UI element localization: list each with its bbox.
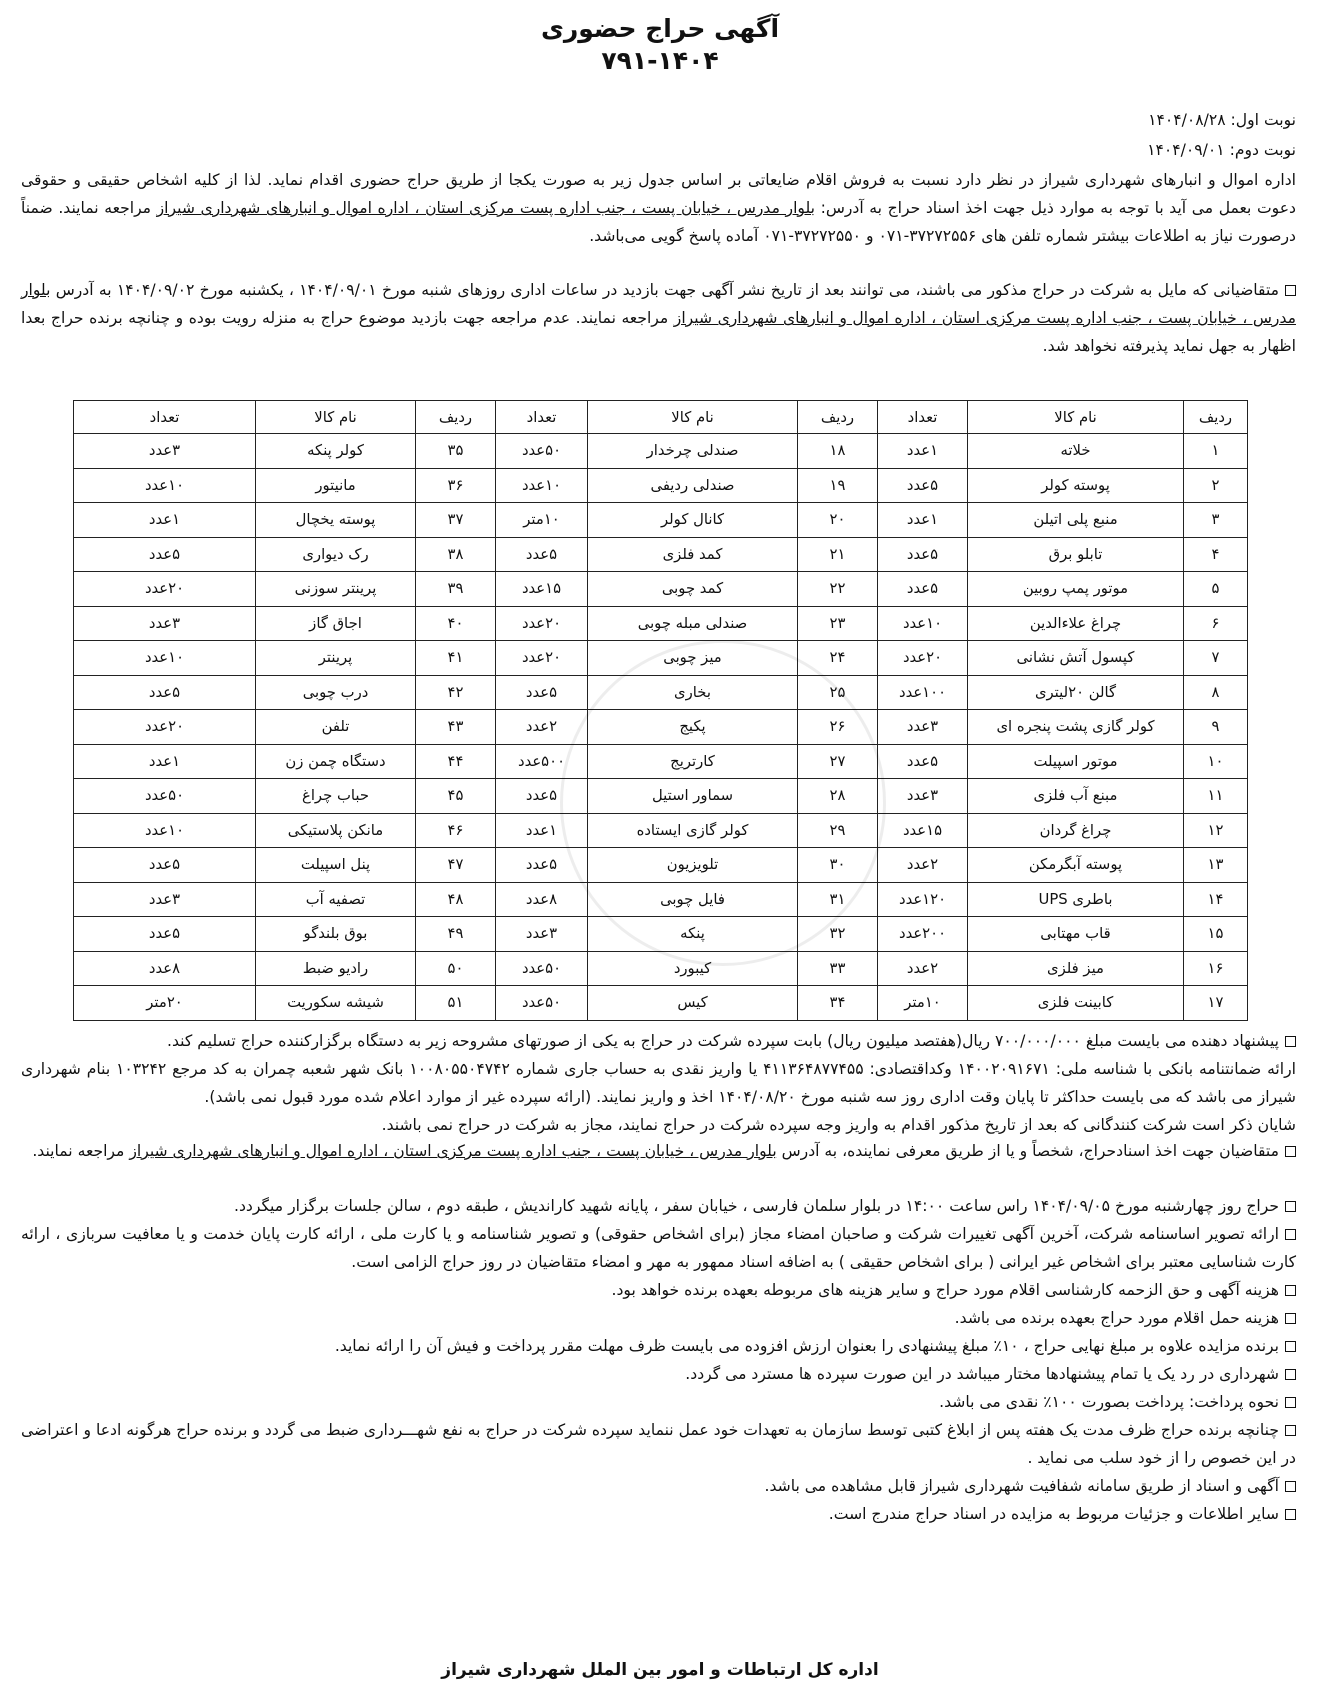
cell-row-number: ۴۲	[416, 675, 496, 710]
table-header-row	[74, 401, 1248, 434]
cell-row-number: ۴۱	[416, 641, 496, 676]
cell-quantity: ۱۵عدد	[878, 813, 968, 848]
cell-row-number: ۱۰	[1184, 744, 1248, 779]
cell-item-name: تصفیه آب	[256, 882, 416, 917]
checkbox-icon	[1285, 1036, 1296, 1047]
cell-row-number: ۵	[1184, 572, 1248, 607]
col-header-row-number: ردیف	[416, 401, 496, 434]
cell-item-name: پرینتر	[256, 641, 416, 676]
cell-quantity: ۵عدد	[878, 744, 968, 779]
cell-row-number: ۳۰	[798, 848, 878, 883]
cell-quantity: ۲۰عدد	[496, 641, 588, 676]
list-item: برنده مزایده علاوه بر مبلغ نهایی حراج ، ۱۰٪ مبلغ پیشنهادی را بعنوان ارزش افزوده می بایست ظرف مهلت مقرر پرداخت و فیش آن را ارائه نماید.	[21, 1332, 1296, 1360]
cell-row-number: ۶	[1184, 606, 1248, 641]
table-row	[74, 606, 1248, 641]
cell-item-name: موتور اسپیلت	[968, 744, 1184, 779]
documents-text: متقاضیان جهت اخذ اسنادحراج، شخصاً و یا از طریق معرفی نماینده، به آدرس	[776, 1142, 1279, 1160]
cell-quantity: ۵عدد	[74, 537, 256, 572]
checkbox-icon	[1285, 1229, 1296, 1240]
cell-row-number: ۲۴	[798, 641, 878, 676]
cell-row-number: ۹	[1184, 710, 1248, 745]
cell-item-name: قاب مهتابی	[968, 917, 1184, 952]
cell-quantity: ۳عدد	[74, 606, 256, 641]
cell-quantity: ۳عدد	[74, 882, 256, 917]
conditions-list	[21, 1192, 1296, 1528]
cell-quantity: ۳عدد	[496, 917, 588, 952]
cell-quantity: ۲۰عدد	[496, 606, 588, 641]
cell-row-number: ۱۱	[1184, 779, 1248, 814]
cell-quantity: ۱۰۰عدد	[878, 675, 968, 710]
cell-item-name: مانکن پلاستیکی	[256, 813, 416, 848]
cell-item-name: پرینتر سوزنی	[256, 572, 416, 607]
cell-quantity: ۱عدد	[878, 434, 968, 469]
documents-paragraph	[21, 1137, 1296, 1165]
cell-item-name: پوسته یخچال	[256, 503, 416, 538]
cell-quantity: ۲۰عدد	[74, 572, 256, 607]
documents-address: بلوار مدرس ، خیابان پست ، جنب اداره پست مرکزی استان ، اداره اموال و انبارهای شهرداری شیراز	[129, 1142, 777, 1160]
cell-item-name: میز چوبی	[588, 641, 798, 676]
cell-quantity: ۱۰عدد	[74, 468, 256, 503]
cell-item-name: کپسول آتش نشانی	[968, 641, 1184, 676]
cell-row-number: ۱۵	[1184, 917, 1248, 952]
cell-item-name: کمد فلزی	[588, 537, 798, 572]
table-row	[74, 917, 1248, 952]
cell-row-number: ۳	[1184, 503, 1248, 538]
intro-address: بلوار مدرس ، خیابان پست ، جنب اداره پست مرکزی استان ، اداره اموال و انبارهای شهرداری شیراز	[156, 199, 815, 217]
table-row	[74, 951, 1248, 986]
cell-row-number: ۳۸	[416, 537, 496, 572]
table-row	[74, 882, 1248, 917]
cell-item-name: مبنع آب فلزی	[968, 779, 1184, 814]
cell-quantity: ۲عدد	[496, 710, 588, 745]
cell-item-name: حباب چراغ	[256, 779, 416, 814]
cell-item-name: رادیو ضبط	[256, 951, 416, 986]
cell-quantity: ۵عدد	[878, 572, 968, 607]
cell-quantity: ۱۰عدد	[878, 606, 968, 641]
list-item: هزینه آگهی و حق الزحمه کارشناسی اقلام مورد حراج و سایر هزینه های مربوطه بعهده برنده خواهد بود.	[21, 1276, 1296, 1304]
cell-quantity: ۸عدد	[496, 882, 588, 917]
deposit-paragraph	[21, 1027, 1296, 1139]
cell-quantity: ۵عدد	[496, 848, 588, 883]
cell-row-number: ۲۶	[798, 710, 878, 745]
list-item: سایر اطلاعات و جزئیات مربوط به مزایده در اسناد حراج مندرج است.	[21, 1500, 1296, 1528]
cell-item-name: دستگاه چمن زن	[256, 744, 416, 779]
cell-row-number: ۳۹	[416, 572, 496, 607]
table-row	[74, 572, 1248, 607]
cell-quantity: ۵۰عدد	[496, 951, 588, 986]
intro-paragraph	[21, 166, 1296, 250]
cell-row-number: ۲	[1184, 468, 1248, 503]
table-row	[74, 710, 1248, 745]
checkbox-icon	[1285, 1481, 1296, 1492]
cell-quantity: ۵۰عدد	[74, 779, 256, 814]
cell-row-number: ۴۵	[416, 779, 496, 814]
items-table-body	[74, 434, 1248, 1021]
cell-row-number: ۷	[1184, 641, 1248, 676]
cell-row-number: ۴۸	[416, 882, 496, 917]
table-row	[74, 779, 1248, 814]
cell-quantity: ۵عدد	[878, 468, 968, 503]
deposit-bank-info: ارائه ضمانتنامه بانکی با شناسه ملی: ۱۴۰۰۲۰۹۱۶۷۱ وکداقتصادی: ۴۱۱۳۶۴۸۷۷۴۵۵ یا واریز نقدی به حساب جاری شماره ۱۰۰۸۰۵۵۰۴۷۴۲ بانک شهر شعبه چمران به کد مرجع ۱۰۳۲۴۲ بنام شهرداری شیراز می باشد که می بایست حداکثر تا پایان وقت اداری روز سه شنبه مورخ ۱۴۰۴/۰۸/۲۰ اخذ و واریز نمایند. (ارائه سپرده غیر از موارد اعلام شده مورد قبول نمی باشد).	[21, 1060, 1296, 1106]
cell-row-number: ۳۶	[416, 468, 496, 503]
table-row	[74, 675, 1248, 710]
cell-item-name: خلاته	[968, 434, 1184, 469]
cell-item-name: منبع پلی اتیلن	[968, 503, 1184, 538]
cell-item-name: اجاق گاز	[256, 606, 416, 641]
cell-row-number: ۱۴	[1184, 882, 1248, 917]
table-row	[74, 468, 1248, 503]
cell-row-number: ۲۸	[798, 779, 878, 814]
cell-row-number: ۴۴	[416, 744, 496, 779]
checkbox-icon	[1285, 1341, 1296, 1352]
documents-end: مراجعه نمایند.	[32, 1142, 130, 1160]
cell-row-number: ۱۷	[1184, 986, 1248, 1021]
cell-row-number: ۱۲	[1184, 813, 1248, 848]
visit-text: متقاضیانی که مایل به شرکت در حراج مذکور می باشند، می توانند بعد از تاریخ نشر آگهی جهت بازدید در ساعات اداری روزهای شنبه مورخ ۱۴۰۴/۰۹/۰۱ ، یکشنبه مورخ ۱۴۰۴/۰۹/۰۲ به آدرس	[50, 281, 1280, 299]
cell-quantity: ۱عدد	[878, 503, 968, 538]
notice-title: آگهی حراج حضوری	[540, 14, 780, 43]
cell-item-name: چراغ گردان	[968, 813, 1184, 848]
cell-quantity: ۲عدد	[878, 951, 968, 986]
table-row	[74, 537, 1248, 572]
cell-item-name: سماور استیل	[588, 779, 798, 814]
cell-quantity: ۱عدد	[74, 503, 256, 538]
cell-item-name: صندلی چرخدار	[588, 434, 798, 469]
cell-row-number: ۴	[1184, 537, 1248, 572]
cell-row-number: ۲۲	[798, 572, 878, 607]
cell-item-name: کیس	[588, 986, 798, 1021]
cell-row-number: ۵۰	[416, 951, 496, 986]
table-row	[74, 744, 1248, 779]
cell-quantity: ۵عدد	[878, 537, 968, 572]
cell-item-name: کانال کولر	[588, 503, 798, 538]
col-header-item-name: نام کالا	[588, 401, 798, 434]
cell-row-number: ۲۹	[798, 813, 878, 848]
checkbox-icon	[1285, 1313, 1296, 1324]
list-item: نحوه پرداخت: پرداخت بصورت ۱۰۰٪ نقدی می باشد.	[21, 1388, 1296, 1416]
cell-item-name: صندلی مبله چوبی	[588, 606, 798, 641]
cell-quantity: ۵عدد	[74, 917, 256, 952]
cell-quantity: ۸عدد	[74, 951, 256, 986]
list-item: شهرداری در رد یک یا تمام پیشنهادها مختار میباشد در این صورت سپرده ها مسترد می گردد.	[21, 1360, 1296, 1388]
cell-quantity: ۵عدد	[74, 848, 256, 883]
table-row	[74, 503, 1248, 538]
col-header-quantity: تعداد	[74, 401, 256, 434]
cell-item-name: تلویزیون	[588, 848, 798, 883]
table-row	[74, 813, 1248, 848]
cell-quantity: ۱۰عدد	[74, 641, 256, 676]
cell-row-number: ۵۱	[416, 986, 496, 1021]
checkbox-icon	[1285, 1397, 1296, 1408]
cell-row-number: ۲۷	[798, 744, 878, 779]
cell-quantity: ۵عدد	[496, 779, 588, 814]
intro-contact: مراجعه نمایند. ضمناً درصورت نیاز به اطلاعات بیشتر شماره تلفن های ۳۷۲۷۲۵۵۶-۰۷۱ و ۳۷۲۷۲۵۵۰-۰۷۱ آماده پاسخ گویی می‌باشد.	[21, 199, 1296, 245]
cell-item-name: پکیج	[588, 710, 798, 745]
first-publication-date: نوبت اول: ۱۴۰۴/۰۸/۲۸	[1148, 111, 1296, 129]
col-header-item-name: نام کالا	[968, 401, 1184, 434]
list-item: آگهی و اسناد از طریق سامانه شفافیت شهرداری شیراز قابل مشاهده می باشد.	[21, 1472, 1296, 1500]
cell-item-name: گالن ۲۰لیتری	[968, 675, 1184, 710]
cell-item-name: مانیتور	[256, 468, 416, 503]
cell-quantity: ۵۰عدد	[496, 434, 588, 469]
cell-row-number: ۱	[1184, 434, 1248, 469]
table-row	[74, 641, 1248, 676]
cell-item-name: پنکه	[588, 917, 798, 952]
checkbox-icon	[1285, 1201, 1296, 1212]
cell-row-number: ۳۲	[798, 917, 878, 952]
cell-row-number: ۴۰	[416, 606, 496, 641]
cell-item-name: کمد چوبی	[588, 572, 798, 607]
cell-item-name: تلفن	[256, 710, 416, 745]
cell-row-number: ۱۹	[798, 468, 878, 503]
cell-quantity: ۱عدد	[496, 813, 588, 848]
cell-item-name: موتور پمپ روبین	[968, 572, 1184, 607]
cell-row-number: ۲۵	[798, 675, 878, 710]
cell-item-name: تابلو برق	[968, 537, 1184, 572]
cell-row-number: ۳۵	[416, 434, 496, 469]
cell-item-name: بوق بلندگو	[256, 917, 416, 952]
cell-row-number: ۴۷	[416, 848, 496, 883]
cell-row-number: ۸	[1184, 675, 1248, 710]
checkbox-icon	[1285, 1425, 1296, 1436]
cell-item-name: درب چوبی	[256, 675, 416, 710]
checkbox-icon	[1285, 1509, 1296, 1520]
cell-item-name: کارتریج	[588, 744, 798, 779]
cell-quantity: ۳عدد	[878, 710, 968, 745]
checkbox-icon	[1285, 1146, 1296, 1157]
cell-row-number: ۲۰	[798, 503, 878, 538]
cell-item-name: پوسته آبگرمکن	[968, 848, 1184, 883]
cell-quantity: ۱۵عدد	[496, 572, 588, 607]
table-row	[74, 848, 1248, 883]
col-header-item-name: نام کالا	[256, 401, 416, 434]
cell-item-name: باطری UPS	[968, 882, 1184, 917]
list-item: هزینه حمل اقلام مورد حراج بعهده برنده می باشد.	[21, 1304, 1296, 1332]
deposit-deadline-note: شایان ذکر است شرکت کنندگانی که بعد از تاریخ مذکور اقدام به واریز وجه سپرده شرکت در حراج نمایند، مجاز به شرکت در حراج نمی باشند.	[381, 1116, 1296, 1134]
cell-row-number: ۳۳	[798, 951, 878, 986]
cell-quantity: ۵عدد	[496, 675, 588, 710]
cell-item-name: رک دیواری	[256, 537, 416, 572]
cell-row-number: ۴۳	[416, 710, 496, 745]
cell-quantity: ۱۰متر	[878, 986, 968, 1021]
cell-row-number: ۲۳	[798, 606, 878, 641]
cell-item-name: کیبورد	[588, 951, 798, 986]
intro-text: اداره اموال و انبارهای شهرداری شیراز در نظر دارد نسبت به فروش اقلام ضایعاتی بر اساس جدول زیر به صورت یکجا از طریق حراج حضوری اقدام نماید. لذا از کلیه اشخاص حقیقی و حقوقی دعوت بعمل می آید با توجه به موارد ذیل جهت اخذ اسناد حراج به آدرس:	[21, 171, 1296, 217]
cell-quantity: ۵عدد	[496, 537, 588, 572]
cell-row-number: ۳۷	[416, 503, 496, 538]
cell-quantity: ۳عدد	[878, 779, 968, 814]
cell-item-name: میز فلزی	[968, 951, 1184, 986]
cell-quantity: ۱۰عدد	[74, 813, 256, 848]
cell-item-name: کابینت فلزی	[968, 986, 1184, 1021]
col-header-quantity: تعداد	[878, 401, 968, 434]
visit-note: مراجعه نمایند. عدم مراجعه جهت بازدید موضوع حراج به منزله رویت بوده و چنانچه برنده حراج بعدا اظهار به جهل نماید پذیرفته نخواهد شد.	[21, 309, 1296, 355]
deposit-amount	[21, 1027, 1296, 1055]
list-item: چنانچه برنده حراج ظرف مدت یک هفته پس از ابلاغ کتبی توسط سازمان به تعهدات خود عمل ننماید سپرده شرکت در حراج به نفع شهـــرداری ضبط می گردد و برنده حراج هرگونه ادعا و اعتراضی در این خصوص را از خود سلب می نماید .	[21, 1421, 1296, 1467]
cell-quantity: ۱۰متر	[496, 503, 588, 538]
cell-quantity: ۳عدد	[74, 434, 256, 469]
cell-row-number: ۳۴	[798, 986, 878, 1021]
cell-item-name: پوسته کولر	[968, 468, 1184, 503]
cell-quantity: ۵۰عدد	[496, 986, 588, 1021]
list-item: حراج روز چهارشنبه مورخ ۱۴۰۴/۰۹/۰۵ راس ساعت ۱۴:۰۰ در بلوار سلمان فارسی ، خیابان سفر ، پایانه شهید کارانديش ، طبقه دوم ، سالن جلسات برگزار میگردد.	[21, 1192, 1296, 1220]
checkbox-icon	[1285, 1369, 1296, 1380]
visit-address: بلوار مدرس ، خیابان پست ، جنب اداره پست مرکزی استان ، اداره اموال و انبارهای شهرداری شیراز	[21, 281, 1296, 327]
cell-row-number: ۱۸	[798, 434, 878, 469]
cell-quantity: ۱۲۰عدد	[878, 882, 968, 917]
deposit-amount-text: پیشنهاد دهنده می بایست مبلغ ۷۰۰/۰۰۰/۰۰۰ ریال(هفتصد میلیون ریال) بابت سپرده شرکت در حراج به یکی از صورتهای مشروحه زیر به دستگاه برگزارکننده حراج تسلیم کند.	[167, 1032, 1279, 1050]
cell-item-name: صندلی ردیفی	[588, 468, 798, 503]
col-header-row-number: ردیف	[798, 401, 878, 434]
cell-quantity: ۱عدد	[74, 744, 256, 779]
checkbox-icon	[1285, 285, 1296, 296]
cell-row-number: ۴۹	[416, 917, 496, 952]
list-item: ارائه تصویر اساسنامه شرکت، آخرین آگهی تغییرات شرکت و صاحبان امضاء مجاز (برای اشخاص حقوقی) و تصویر شناسنامه و یا کارت ملی ، ارائه کارت پایان خدمت و یا معافیت سربازی ، ارائه کارت شناسایی معتبر برای اشخاص غیر ایرانی ( برای اشخاص حقیقی ) به اضافه اسناد ممهور به مهر و امضاء متقاضیان در روز حراج الزامی است.	[21, 1225, 1296, 1271]
cell-row-number: ۱۶	[1184, 951, 1248, 986]
second-publication-date: نوبت دوم: ۱۴۰۴/۰۹/۰۱	[1147, 141, 1296, 159]
cell-quantity: ۱۰عدد	[496, 468, 588, 503]
cell-quantity: ۲۰۰عدد	[878, 917, 968, 952]
visit-paragraph	[21, 276, 1296, 360]
items-table	[73, 400, 1248, 1021]
cell-quantity: ۵عدد	[74, 675, 256, 710]
cell-quantity: ۲۰عدد	[878, 641, 968, 676]
cell-quantity: ۲۰متر	[74, 986, 256, 1021]
cell-quantity: ۵۰۰عدد	[496, 744, 588, 779]
cell-row-number: ۳۱	[798, 882, 878, 917]
cell-item-name: شیشه سکوریت	[256, 986, 416, 1021]
cell-row-number: ۴۶	[416, 813, 496, 848]
notice-number: ۷۹۱-۱۴۰۴	[601, 46, 719, 75]
cell-quantity: ۲عدد	[878, 848, 968, 883]
cell-item-name: فایل چوبی	[588, 882, 798, 917]
cell-item-name: چراغ علاءالدین	[968, 606, 1184, 641]
cell-item-name: کولر گازی پشت پنجره ای	[968, 710, 1184, 745]
cell-item-name: کولر گازی ایستاده	[588, 813, 798, 848]
cell-quantity: ۲۰عدد	[74, 710, 256, 745]
cell-item-name: کولر پنکه	[256, 434, 416, 469]
table-row	[74, 986, 1248, 1021]
cell-item-name: پنل اسپیلت	[256, 848, 416, 883]
col-header-row-number: ردیف	[1184, 401, 1248, 434]
cell-item-name: بخاری	[588, 675, 798, 710]
table-row	[74, 434, 1248, 469]
checkbox-icon	[1285, 1285, 1296, 1296]
cell-row-number: ۲۱	[798, 537, 878, 572]
col-header-quantity: تعداد	[496, 401, 588, 434]
cell-row-number: ۱۳	[1184, 848, 1248, 883]
footer-signature: اداره کل ارتباطات و امور بین الملل شهرداری شیراز	[441, 1660, 879, 1680]
